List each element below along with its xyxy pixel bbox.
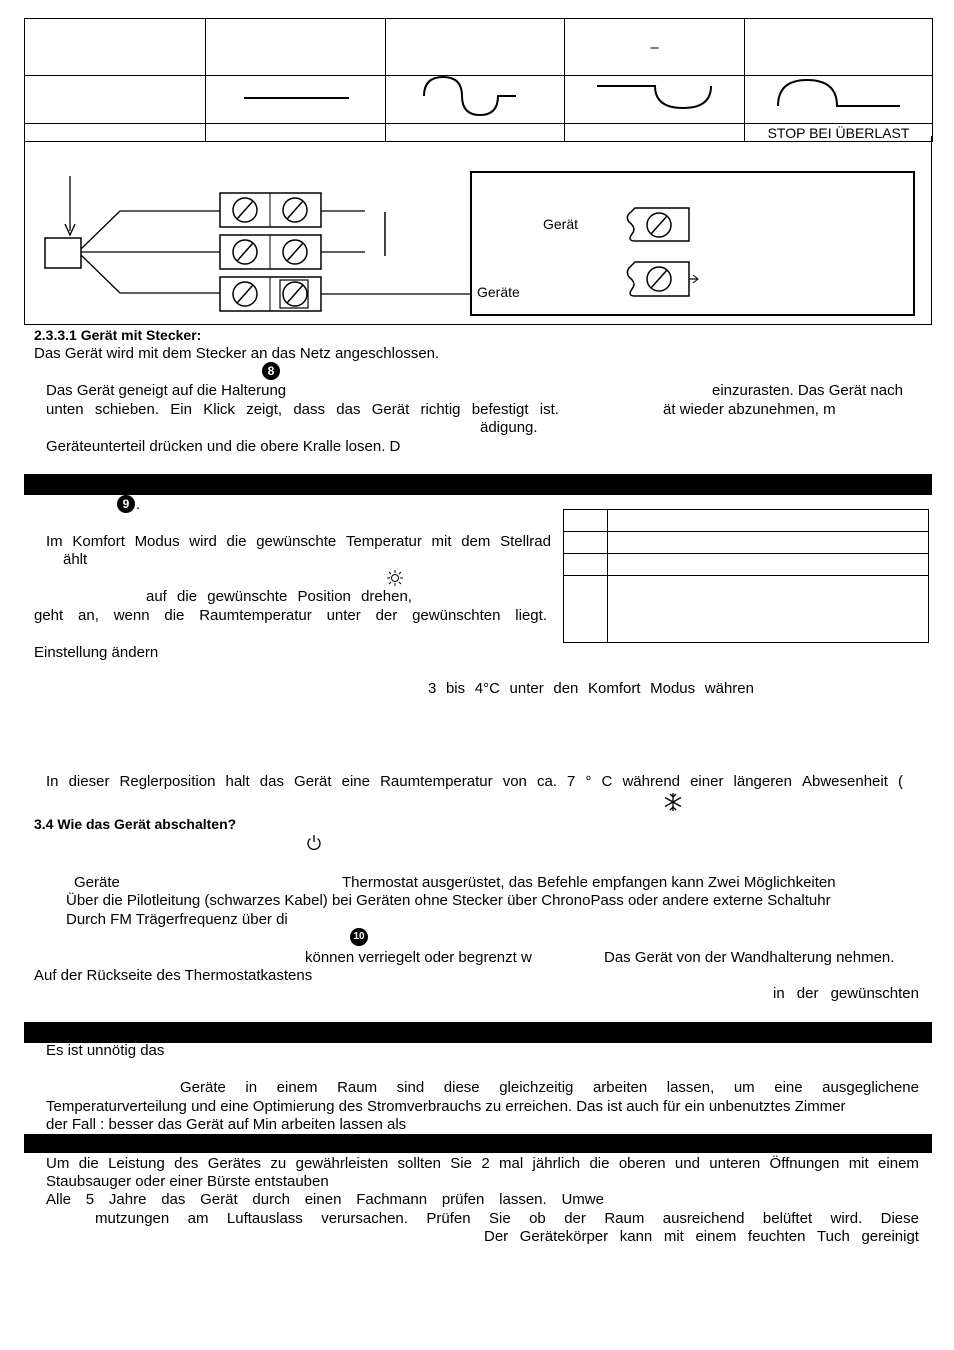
word: dem — [461, 533, 491, 550]
callout-number-9: 9 — [117, 495, 135, 513]
word: ausgeglichene — [822, 1079, 919, 1096]
word: dass — [293, 401, 325, 418]
word: das — [161, 1191, 186, 1208]
signal-waveform-full — [386, 76, 565, 124]
word: lassen. — [499, 1191, 547, 1208]
word: oberen — [618, 1155, 666, 1172]
word: Komfort — [72, 533, 125, 550]
word: Alle — [46, 1191, 72, 1208]
word: in — [773, 985, 785, 1002]
terminal-block-icon — [220, 193, 321, 227]
word: zeigt, — [246, 401, 283, 418]
paragraph-line — [95, 1210, 919, 1228]
word: unten — [46, 401, 84, 418]
paragraph-line: können verriegelt oder begrenzt w — [305, 949, 532, 966]
paragraph-line: ädigung. — [480, 419, 538, 436]
word: diese — [443, 1079, 480, 1096]
word: Raum — [337, 1079, 378, 1096]
paragraph-line: Geräteunterteil drücken und die obere Kralle losen. D — [46, 438, 401, 455]
word: die — [164, 607, 185, 624]
word: Luftauslass — [226, 1210, 303, 1227]
signal-waveform-negative — [565, 76, 745, 124]
signal-waveform-positive — [745, 76, 933, 124]
word: Prüfen — [426, 1210, 471, 1227]
word: währen — [704, 680, 754, 697]
word: in — [245, 1079, 258, 1096]
word: Temperatur — [345, 533, 422, 550]
word: Modus — [134, 533, 180, 550]
word: Komfort — [588, 680, 641, 697]
word: C — [601, 773, 613, 790]
word: wenn — [113, 607, 150, 624]
word: mit — [848, 1155, 869, 1172]
paragraph-line — [46, 1191, 604, 1209]
word: das — [336, 401, 361, 418]
word: Reglerposition — [119, 773, 216, 790]
word: Leistung — [108, 1155, 165, 1172]
word: Raum — [604, 1210, 645, 1227]
word: gleichzeitig — [499, 1079, 574, 1096]
word: mit — [431, 533, 452, 550]
word: das — [259, 773, 284, 790]
word: Jahre — [108, 1191, 147, 1208]
heading-abschalten: 3.4 Wie das Gerät abschalten? — [34, 816, 237, 832]
word: um — [733, 1079, 755, 1096]
word: während — [622, 773, 681, 790]
word: am — [187, 1210, 209, 1227]
section-header-bar — [24, 1022, 932, 1043]
word: Modus — [650, 680, 696, 697]
word: Um — [46, 1155, 70, 1172]
word: unter — [509, 680, 544, 697]
signal-cell — [745, 19, 933, 76]
paragraph-line — [484, 1228, 919, 1246]
paragraph-line — [180, 1079, 919, 1097]
word: einen — [304, 1191, 342, 1208]
word: 7 — [567, 773, 576, 790]
word: Raumtemperatur — [199, 607, 312, 624]
paragraph-line: Geräte — [74, 874, 120, 891]
label-geraet: Gerät — [543, 216, 579, 232]
word: mal — [499, 1155, 524, 1172]
paragraph-line — [46, 401, 559, 419]
paragraph-line: Über die Pilotleitung (schwarzes Kabel) bei Geräten ohne Stecker über ChronoPass oder andere externe Schaltuhr — [66, 892, 831, 909]
waveform-full-sine-icon — [386, 76, 564, 119]
paragraph-line: Das Gerät geneigt auf die Halterung — [46, 382, 287, 399]
word: Geräte — [180, 1079, 226, 1096]
callout-number-10: 10 — [350, 928, 368, 946]
word: Diese — [880, 1210, 919, 1227]
word: ist. — [539, 401, 559, 418]
word: eine — [774, 1079, 803, 1096]
word: 2 — [481, 1155, 490, 1172]
paragraph-line — [46, 773, 903, 791]
label-geraete: Geräte — [477, 284, 520, 300]
word: mutzungen — [95, 1210, 170, 1227]
word: mit — [663, 1228, 684, 1245]
word: durch — [252, 1191, 290, 1208]
word: wird — [189, 533, 217, 550]
word: schieben. — [94, 401, 160, 418]
word: gewünschten — [830, 985, 919, 1002]
word: prüfen — [441, 1191, 485, 1208]
word: von — [502, 773, 527, 790]
word: Ein — [170, 401, 192, 418]
word: Der — [484, 1228, 509, 1245]
word: Gerätes — [207, 1155, 262, 1172]
word: halt — [225, 773, 250, 790]
paragraph-line: ät wieder abzunehmen, m — [663, 401, 836, 418]
snowflake-icon — [663, 792, 683, 812]
word: und — [674, 1155, 700, 1172]
signal-cell — [206, 19, 386, 76]
word: ca. — [536, 773, 557, 790]
word: jährlich — [532, 1155, 581, 1172]
word: 3 — [428, 680, 437, 697]
word: ( — [897, 773, 903, 790]
word: arbeiten — [592, 1079, 648, 1096]
word: kann — [619, 1228, 653, 1245]
word: der — [796, 985, 819, 1002]
word: den — [553, 680, 579, 697]
word: ° — [585, 773, 592, 790]
word: längeren — [733, 773, 792, 790]
word: dieser — [68, 773, 110, 790]
word: Klick — [203, 401, 235, 418]
paragraph-line — [146, 588, 412, 606]
word: die — [589, 1155, 610, 1172]
word: wird. — [830, 1210, 863, 1227]
word: befestigt — [471, 401, 529, 418]
word: 5 — [85, 1191, 95, 1208]
word: einem — [276, 1079, 318, 1096]
signal-cell — [25, 76, 206, 124]
paragraph-line: Durch FM Trägerfrequenz über di — [66, 911, 288, 928]
word: Stellrad — [500, 533, 551, 550]
word: richtig — [420, 401, 461, 418]
word: Gerätekörper — [519, 1228, 609, 1245]
word: Gerät — [371, 401, 410, 418]
word: Gerät — [294, 773, 332, 790]
paragraph-line — [46, 1155, 919, 1173]
badge-period: . — [136, 496, 141, 513]
paragraph-line: einzurasten. Das Gerät nach — [712, 382, 903, 399]
sun-icon — [386, 569, 404, 587]
paragraph-line: der Fall : besser das Gerät auf Min arbeiten lassen als — [46, 1116, 407, 1133]
word: sollten — [397, 1155, 441, 1172]
connector-icon — [627, 208, 689, 241]
paragraph-line: Staubsauger oder einer Bürste entstauben — [46, 1173, 329, 1190]
word: bis — [445, 680, 466, 697]
word: liegt. — [515, 607, 547, 624]
word: Sie — [450, 1155, 472, 1172]
word: gewährleisten — [295, 1155, 389, 1172]
word: 4°C — [474, 680, 500, 697]
heading-geraet-mit-stecker: 2.3.3.1 Gerät mit Stecker: — [34, 327, 202, 343]
word: Im — [46, 533, 63, 550]
signal-cell: – — [565, 19, 745, 76]
word: Sie — [488, 1210, 511, 1227]
terminal-block-icon — [220, 277, 321, 311]
paragraph-line: Einstellung ändern — [34, 644, 159, 661]
paragraph-line — [34, 607, 547, 625]
word: In — [46, 773, 59, 790]
paragraph-line: Thermostat ausgerüstet, das Befehle empfangen kann Zwei Möglichkeiten — [342, 874, 836, 891]
word: Fachmann — [356, 1191, 428, 1208]
word: Tuch — [817, 1228, 850, 1245]
word: einem — [695, 1228, 737, 1245]
paragraph-line: Das Gerät von der Wandhalterung nehmen. — [604, 949, 895, 966]
paragraph-line: Es ist unnötig das — [46, 1042, 165, 1059]
paragraph-line — [428, 680, 754, 698]
paragraph-line: Das Gerät wird mit dem Stecker an das Netz angeschlossen. — [34, 345, 440, 362]
paragraph-line: Temperaturverteilung und eine Optimierung des Stromverbrauchs zu erreichen. Das ist auch für ein unbenutztes Zimmer — [46, 1098, 846, 1115]
waveform-negative-half-icon — [565, 76, 744, 119]
word: belüftet — [762, 1210, 813, 1227]
word: gewünschte — [207, 588, 288, 605]
word: Umwe — [561, 1191, 604, 1208]
section-header-bar — [24, 1134, 932, 1153]
section-header-bar — [24, 474, 932, 495]
word: die — [78, 1155, 99, 1172]
signal-table — [24, 18, 933, 142]
callout-number-8: 8 — [262, 362, 280, 380]
word: geht — [34, 607, 64, 624]
position-table — [563, 509, 929, 643]
word: Gerät — [200, 1191, 238, 1208]
signal-cell — [25, 19, 206, 76]
word: ob — [529, 1210, 546, 1227]
signal-waveform-flat — [206, 76, 386, 124]
stop-bei-ueberlast-label: STOP BEI ÜBERLAST — [745, 124, 933, 142]
word: drehen, — [361, 588, 412, 605]
word: einer — [690, 773, 724, 790]
word: unter — [326, 607, 361, 624]
word: der — [564, 1210, 586, 1227]
paragraph-line — [773, 985, 919, 1003]
word: zu — [270, 1155, 287, 1172]
word: auf — [146, 588, 167, 605]
word: sind — [396, 1079, 425, 1096]
word: Position — [297, 588, 351, 605]
word: Raumtemperatur — [380, 773, 493, 790]
word: unteren — [709, 1155, 761, 1172]
word: gewünschten — [412, 607, 501, 624]
word: lassen, — [666, 1079, 715, 1096]
word: Öffnungen — [769, 1155, 840, 1172]
connector-arrow-icon — [627, 262, 698, 296]
terminal-block-icon — [220, 235, 321, 269]
paragraph-line: Auf der Rückseite des Thermostatkastens — [34, 967, 313, 984]
word: eine — [341, 773, 370, 790]
word: die — [177, 588, 198, 605]
paragraph-line: ählt — [63, 551, 88, 568]
word: die — [226, 533, 247, 550]
wiring-diagram-box — [24, 136, 932, 325]
word: Abwesenheit — [802, 773, 888, 790]
word: der — [375, 607, 398, 624]
word: verursachen. — [321, 1210, 408, 1227]
power-icon — [306, 834, 322, 850]
word: gewünschte — [256, 533, 337, 550]
word: an, — [78, 607, 99, 624]
waveform-positive-half-icon — [745, 76, 932, 119]
waveform-flat-icon — [206, 76, 385, 119]
word: des — [174, 1155, 199, 1172]
word: einem — [878, 1155, 919, 1172]
word: ausreichend — [662, 1210, 745, 1227]
word: gereinigt — [861, 1228, 919, 1245]
word: feuchten — [747, 1228, 806, 1245]
paragraph-line — [46, 533, 551, 551]
signal-cell — [386, 19, 565, 76]
